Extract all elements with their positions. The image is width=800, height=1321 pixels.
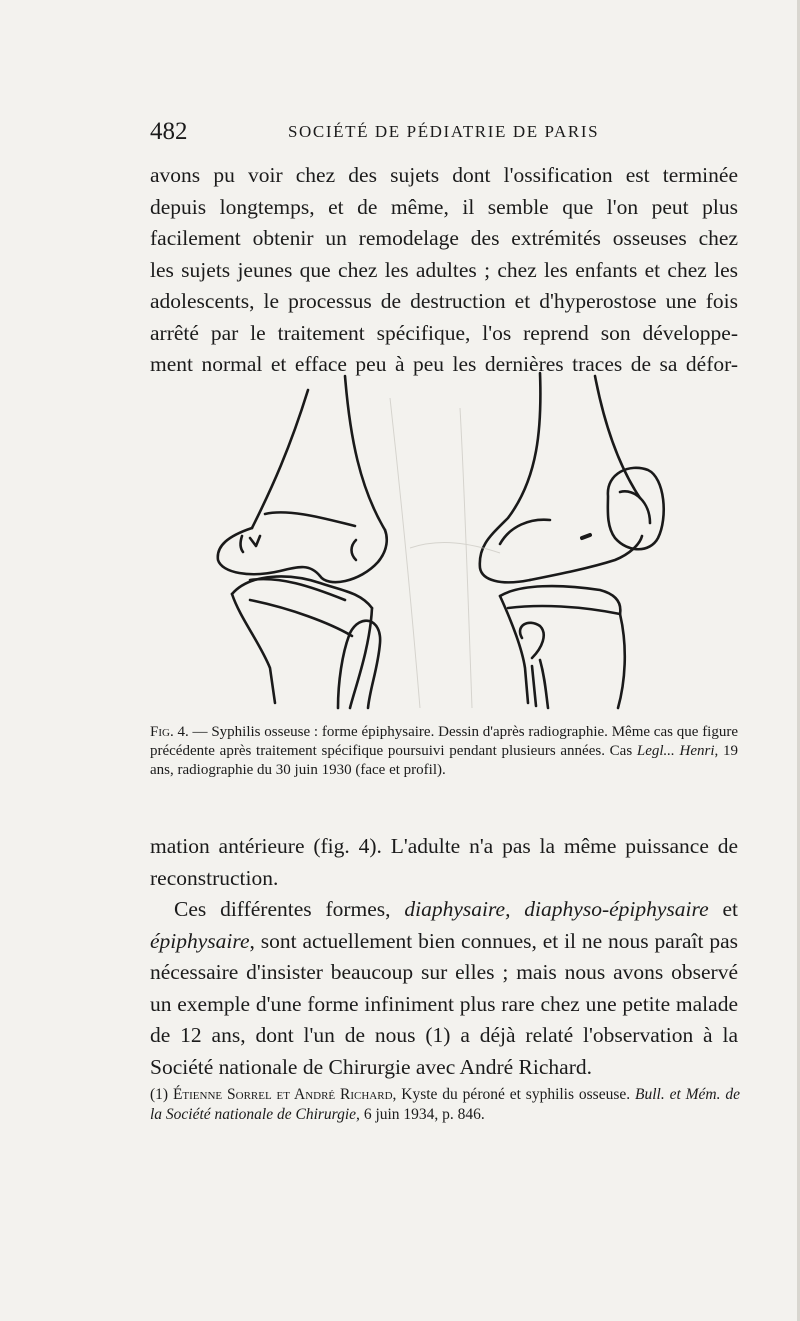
- tibial-tuberosity: [520, 623, 544, 658]
- footnote-journal: Bull. et Mém. de la Société nationale de Chirurgie,: [150, 1086, 740, 1123]
- lesion-mark: [582, 535, 590, 538]
- paragraph-3-italic: diaphysaire, diaphyso-épiphysaire: [404, 897, 709, 921]
- caption-label: Fig. 4.: [150, 724, 189, 740]
- paragraph-3-text: Ces différentes formes,: [174, 897, 405, 921]
- tibia-profile-inner-line: [508, 606, 620, 614]
- tibia-left: [232, 594, 275, 703]
- footnote-authors: Étienne Sorrel et André Richard,: [172, 1086, 397, 1103]
- paragraph-1: [150, 160, 738, 381]
- femur-profile-notch: [500, 520, 550, 544]
- paragraph-3-italic: épiphysaire: [150, 928, 250, 953]
- condyle-mark-2: [250, 536, 260, 546]
- paragraph-3: [150, 894, 738, 1083]
- text-line: avons pu voir chez des sujets dont l'ossification est terminée: [150, 163, 738, 187]
- paragraph-2: mation antérieure (fig. 4). L'adulte n'a pas la même puissance de reconstruction.: [150, 834, 738, 890]
- footnote-text: Kyste du péroné et syphilis osseuse.: [396, 1086, 635, 1103]
- femur-shaft-right: [345, 376, 385, 530]
- page-number: 482: [150, 118, 188, 145]
- tibia-profile-front: [500, 596, 528, 703]
- page-header: [150, 118, 740, 148]
- text-line: les sujets jeunes que chez les adultes ; chez les enfants et chez les: [150, 257, 738, 282]
- knee-radiograph-drawing: [210, 368, 680, 713]
- femur-shaft-left: [252, 390, 308, 528]
- footnote-text-end: 6 juin 1934, p. 846.: [359, 1106, 485, 1123]
- tibia-inner: [250, 600, 352, 636]
- femur-profile-condyle: [530, 536, 642, 580]
- femur-profile-back: [595, 376, 640, 498]
- patella: [608, 468, 664, 549]
- show-through-line-2: [460, 408, 472, 708]
- caption-dash: —: [188, 724, 212, 740]
- condyle-mark-3: [352, 540, 357, 560]
- body-continuation: [150, 831, 738, 1083]
- tibia-profile-back: [618, 614, 625, 708]
- femur-profile-front: [480, 373, 541, 582]
- fibula-profile: [540, 660, 548, 708]
- figure-caption: [150, 723, 738, 780]
- text-line: arrêté par le traitement spécifique, l'os reprend son développe-: [150, 320, 738, 345]
- paragraph-3-text: , sont actuellement bien connues, et il ne nous paraît pas nécessaire d'insister beaucoup sur elles ; mais nous avons observé un exemple d'une forme infiniment plus rare chez une petite malade de 12 ans, dont l'un de nous (1) a déjà relaté l'observation à la Société nationale de Chirurgie avec André Richard.: [150, 928, 738, 1079]
- condyle-mark-1: [241, 536, 243, 552]
- tibia-plateau: [232, 577, 372, 608]
- fibula-inner: [338, 633, 350, 708]
- show-through-line-3: [410, 543, 500, 553]
- text-line: depuis longtemps, et de même, il semble que l'on peut plus: [150, 194, 738, 219]
- condyle-notch-line: [265, 512, 355, 526]
- patella-inner: [620, 491, 650, 523]
- paragraph-3-text: et: [708, 897, 738, 921]
- caption-text: Syphilis osseuse : forme épiphysaire. Dessin d'après radiographie. Même cas que figure précédente après traitement spécifique poursuivi pendant plusieurs années. Cas: [150, 724, 739, 759]
- text-line: adolescents, le processus de destruction et d'hyperostose une fois: [150, 289, 738, 313]
- knee-drawing-figure: [210, 368, 680, 713]
- caption-patient-name: Legl... Henri: [636, 743, 715, 759]
- caption-text-end: , 19 ans, radiographie du 30 juin 1930 (face et profil).: [150, 743, 738, 778]
- footnote-number: (1): [150, 1086, 173, 1103]
- running-title: SOCIÉTÉ DE PÉDIATRIE DE PARIS: [288, 122, 600, 141]
- text-line: ment normal et efface peu à peu les dernières traces de sa défor-: [150, 352, 738, 376]
- fibula-profile-2: [532, 666, 536, 706]
- footnote: [150, 1085, 740, 1125]
- text-line: facilement obtenir un remodelage des extrémités osseuses chez: [150, 226, 738, 250]
- show-through-line-1: [390, 398, 420, 708]
